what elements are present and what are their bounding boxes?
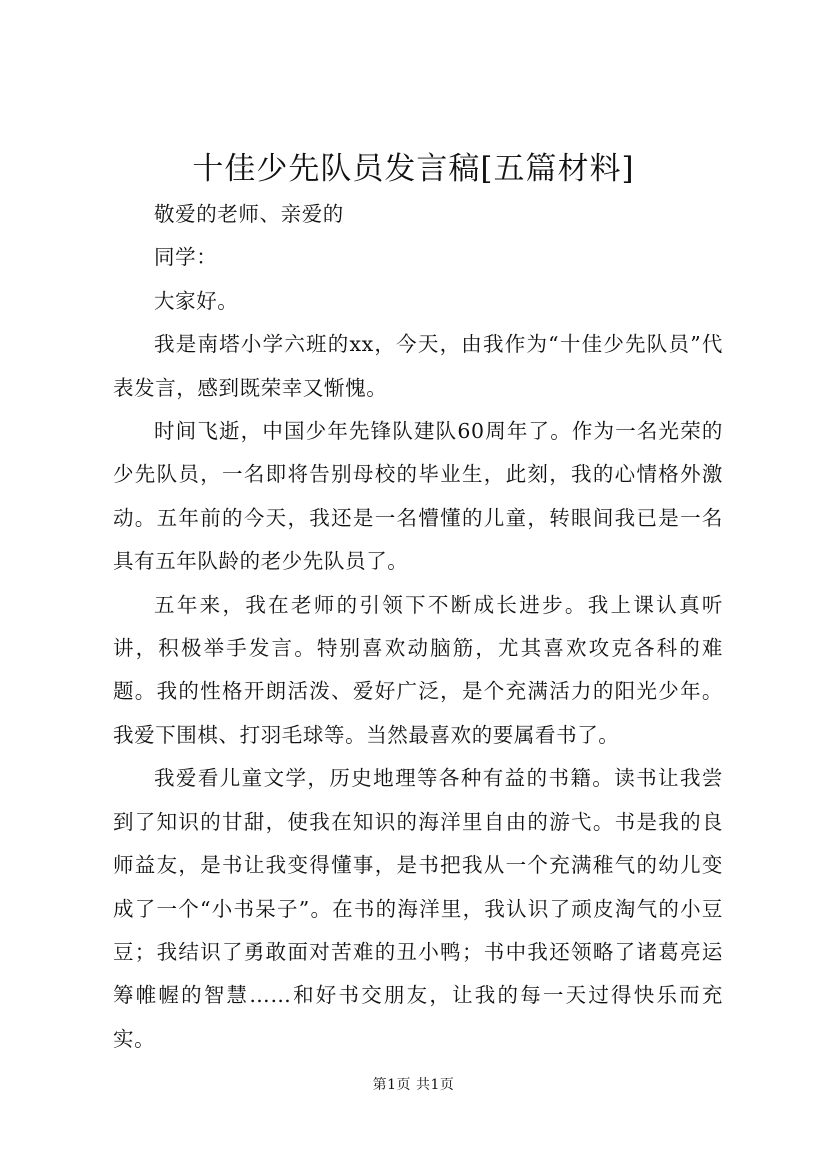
document-title: 十佳少先队员发言稿[五篇材料] [192,151,635,187]
paragraph-salutation-continued: 同学： [154,245,218,270]
document-body [113,193,723,1061]
paragraph-greeting: 大家好。 [154,288,239,313]
paragraph-introduction: 我是南塔小学六班的xx，今天，由我作为“十佳少先队员”代表发言，感到既荣幸又惭愧。 [113,332,723,400]
paragraph-anniversary: 时间飞逝，中国少年先锋队建队60周年了。作为一名光荣的少先队员，一名即将告别母校的毕业生，此刻，我的心情格外激动。五年前的今天，我还是一名懵懂的儿童，转眼间我已是一名具有五年队龄的老少先队员了。 [113,419,723,574]
paragraph-salutation: 敬爱的老师、亲爱的 [154,202,344,226]
paragraph-reading: 我爱看儿童文学，历史地理等各种有益的书籍。读书让我尝到了知识的甘甜，使我在知识的海洋里自由的游弋。书是我的良师益友，是书让我变得懂事，是书把我从一个充满稚气的幼儿变成了一个“小书呆子”。在书的海洋里，我认识了顽皮淘气的小豆豆；我结识了勇敢面对苦难的丑小鸭；书中我还领略了诸葛亮运筹帷幄的智慧……和好书交朋友，让我的每一天过得快乐而充实。 [113,766,723,1051]
paragraph-growth: 五年来，我在老师的引领下不断成长进步。我上课认真听讲，积极举手发言。特别喜欢动脑筋，尤其喜欢攻克各科的难题。我的性格开朗活泼、爱好广泛，是个充满活力的阳光少年。我爱下围棋、打羽毛球等。当然最喜欢的要属看书了。 [113,592,723,747]
page-number-footer: 第1页 共1页 [372,1077,455,1093]
